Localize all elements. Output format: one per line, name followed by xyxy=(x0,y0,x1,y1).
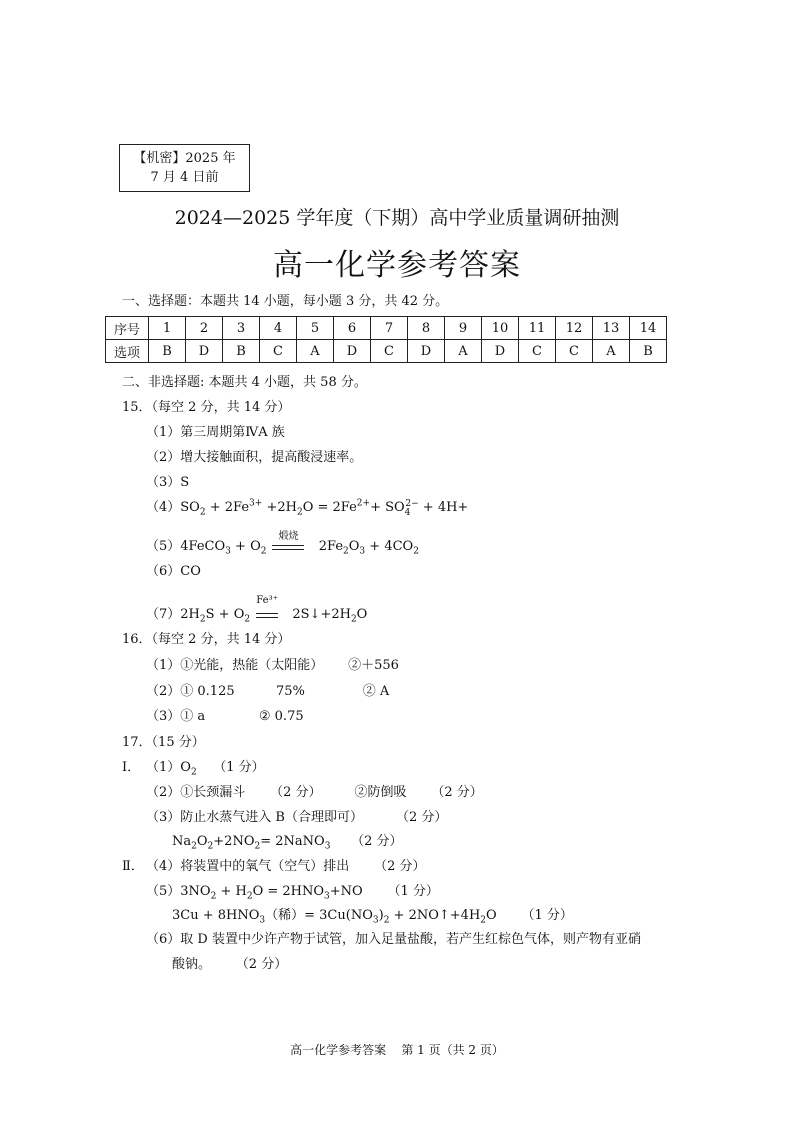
q17-answer-5b-score: （1 分） xyxy=(521,908,573,923)
q15-answer-2: （2）增大接触面积，提高酸浸速率。 xyxy=(146,450,363,465)
q17-answer-3-equation-score: （2 分） xyxy=(351,834,403,849)
q17-part1-label: Ⅰ． xyxy=(122,760,141,775)
q15-answer-3: （3）S xyxy=(146,475,190,490)
answer-choice: A xyxy=(445,340,482,363)
question-number: 7 xyxy=(371,317,408,340)
confidential-box xyxy=(119,144,250,192)
q16-answer-3: （3）① a ② 0.75 xyxy=(146,709,304,724)
q15-answer-4 xyxy=(146,496,469,518)
q17-heading: 17．（15 分） xyxy=(122,735,205,750)
confidential-line1: 【机密】2025 年 xyxy=(133,151,236,166)
answer-choice: C xyxy=(371,340,408,363)
question-number: 1 xyxy=(149,317,186,340)
reaction-arrow xyxy=(254,594,280,621)
question-number: 2 xyxy=(186,317,223,340)
q17-answer-1: $(1)O_2$ （1 分） xyxy=(146,760,265,778)
answer-choice: C xyxy=(556,340,593,363)
question-number: 12 xyxy=(556,317,593,340)
q17-answer-5-equation-b: $3Cu + 8HNO_3$（稀）= $3Cu(NO_3)_2$ + $2NO↑+4H_2O$ （1 分） xyxy=(172,908,573,926)
page-footer: 高一化学参考答案 第 1 页（共 2 页） xyxy=(290,1043,504,1057)
q17-answer-1-score: （1 分） xyxy=(213,760,265,775)
question-number: 9 xyxy=(445,317,482,340)
reaction-condition-calcination: 煅烧 xyxy=(278,530,299,542)
q15-answer-5: （5）4FeCO$_3$ + $O_2$ 煅烧 $2Fe_2O_3 + 4CO_2$ xyxy=(146,535,419,554)
row-label-answer: 选项 xyxy=(106,340,149,363)
question-number: 3 xyxy=(223,317,260,340)
q15-answer-1: （1）第三周期第ⅣA 族 xyxy=(146,425,285,440)
q16-answer-2: （2）① 0.125 75% ② A xyxy=(146,684,390,699)
question-number: 6 xyxy=(334,317,371,340)
answer-choice: B xyxy=(630,340,667,363)
section1-heading: 一、选择题：本题共 14 小题，每小题 3 分，共 42 分。 xyxy=(122,294,449,309)
q16-answer-1: （1）①光能，热能（太阳能） ②＋556 xyxy=(146,658,399,673)
q15-equation-7: $2H_2S + O_2$ xyxy=(180,607,251,625)
answer-choice: A xyxy=(297,340,334,363)
q15-answer-7: $(7)2H_2S + O_2$ Fe³⁺ $2S↓+2H_2O$ xyxy=(146,594,368,625)
q15-answer-6: （6）CO xyxy=(146,564,201,579)
question-number: 11 xyxy=(519,317,556,340)
question-number: 13 xyxy=(593,317,630,340)
question-number: 14 xyxy=(630,317,667,340)
answer-table xyxy=(105,316,667,363)
answer-choice: A xyxy=(593,340,630,363)
section2-heading: 二、非选择题: 本题共 4 小题，共 58 分。 xyxy=(122,375,367,390)
q17-answer-6-line1: （6）取 D 装置中少许产物于试管，加入足量盐酸，若产生红棕色气体，则产物有亚硝 xyxy=(146,932,641,947)
page-title: 高一化学参考答案 xyxy=(273,248,521,283)
q15-heading: 15．（每空 2 分，共 14 分） xyxy=(122,400,291,415)
answer-choice: B xyxy=(223,340,260,363)
question-number: 8 xyxy=(408,317,445,340)
q17-answer-5-score: （1 分） xyxy=(387,884,439,899)
q17-answer-5: $(5)3NO_2 + H_2O = 2HNO_3+NO$ （1 分） xyxy=(146,884,439,902)
dilute-label: （稀） xyxy=(265,908,305,923)
q16-heading: 16．（每空 2 分，共 14 分） xyxy=(122,632,291,647)
q17-answer-3: （3）防止水蒸气进入 B（合理即可） （2 分） xyxy=(146,810,448,825)
reaction-catalyst: Fe³⁺ xyxy=(256,594,278,606)
question-number: 10 xyxy=(482,317,519,340)
answer-choice: C xyxy=(519,340,556,363)
q17-answer-1-label: （1） xyxy=(146,760,181,775)
q17-part2-label: Ⅱ． xyxy=(122,859,144,874)
row-label-number: 序号 xyxy=(106,317,149,340)
answer-choice: D xyxy=(186,340,223,363)
q15-equation-5: 4FeCO$_3$ + $O_2$ xyxy=(180,539,267,557)
q17-answer-2: （2）①长颈漏斗 （2 分） ②防倒吸 （2 分） xyxy=(146,785,483,800)
answer-table-answer-row xyxy=(106,340,667,363)
answer-choice: D xyxy=(334,340,371,363)
q17-answer-3-equation: $Na_2O_2+2NO_2=$ 2NaNO$_3$ （2 分） xyxy=(172,834,403,852)
answer-table-number-row xyxy=(106,317,667,340)
question-number: 4 xyxy=(260,317,297,340)
q15-answer-4-label: （4） xyxy=(146,500,181,515)
q17-answer-5-label: （5） xyxy=(146,884,181,899)
answer-choice: D xyxy=(482,340,519,363)
q15-answer-5-label: （5） xyxy=(146,539,181,554)
q17-answer-6-line2: 酸钠。 （2 分） xyxy=(172,957,288,972)
exam-title: 2024—2025 学年度（下期）高中学业质量调研抽测 xyxy=(174,207,620,229)
reaction-arrow xyxy=(270,530,306,553)
confidential-line2: 7 月 4 日前 xyxy=(150,170,219,185)
q15-equation-4: $SO_2 + 2Fe^{3+} +2H_2O = 2Fe^{2+}+ SO_4^{2-} + 4H+$ xyxy=(180,498,469,518)
q15-answer-7-label: （7） xyxy=(146,607,181,622)
answer-choice: C xyxy=(260,340,297,363)
question-number: 5 xyxy=(297,317,334,340)
q17-answer-4: （4）将装置中的氧气（空气）排出 （2 分） xyxy=(146,859,426,874)
answer-choice: D xyxy=(408,340,445,363)
answer-choice: B xyxy=(149,340,186,363)
